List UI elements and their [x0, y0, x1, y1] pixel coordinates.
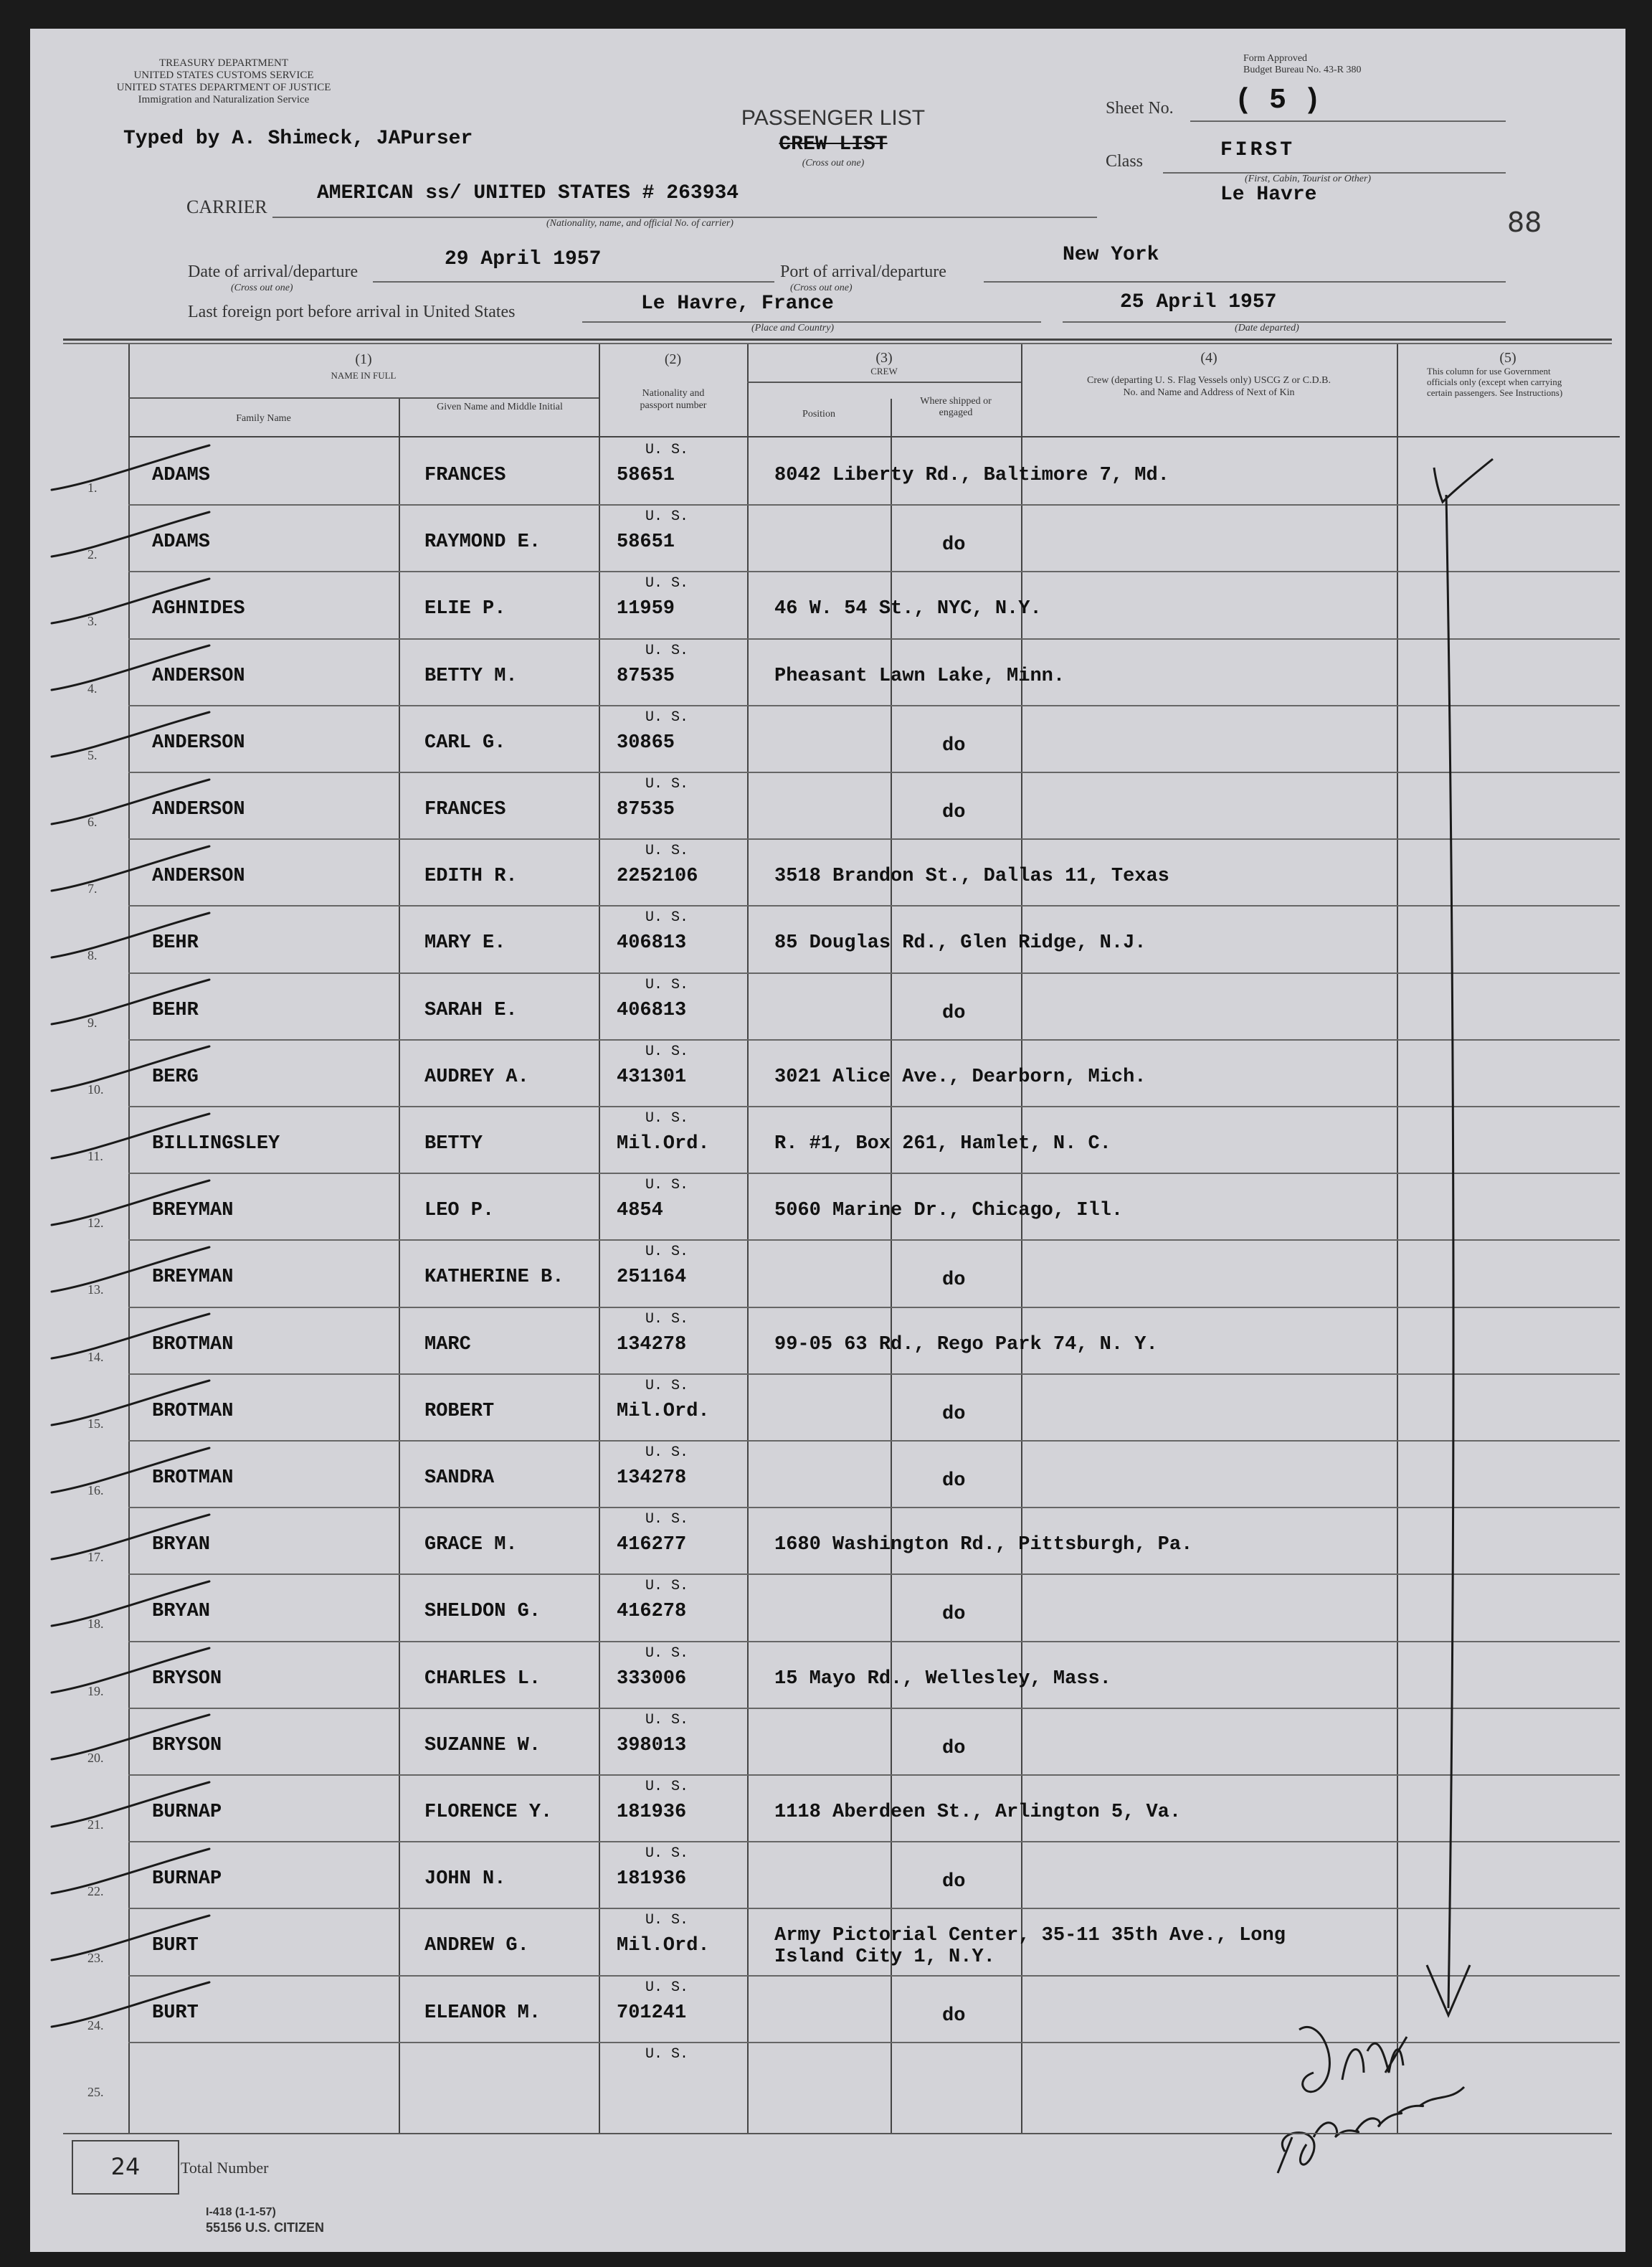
family-name: BEHR [152, 1000, 199, 1021]
given-name: EDITH R. [424, 866, 518, 887]
given-name: CHARLES L. [424, 1668, 541, 1690]
passport-number: 4854 [617, 1200, 663, 1221]
given-name: FRANCES [424, 465, 506, 486]
row-number: 13. [87, 1282, 104, 1297]
address: R. #1, Box 261, Hamlet, N. C. [774, 1133, 1111, 1155]
passport-number: 58651 [617, 465, 675, 486]
check-slash-icon [52, 712, 209, 757]
row-number: 10. [87, 1082, 104, 1097]
family-name: BRYAN [152, 1534, 211, 1556]
check-slash-icon [52, 579, 209, 623]
row-number: 5. [87, 748, 98, 762]
col3-number: (3) [875, 350, 893, 366]
row-number: 14. [87, 1350, 104, 1364]
form-id: I-418 (1-1-57) [206, 2206, 276, 2218]
check-slash-icon [52, 1782, 209, 1827]
row-number: 22. [87, 1884, 104, 1898]
family-name: AGHNIDES [152, 598, 245, 620]
check-slash-icon [52, 645, 209, 690]
total-number-label: Total Number [181, 2159, 269, 2177]
passport-number: 30865 [617, 732, 675, 754]
nationality: U. S. [645, 776, 689, 792]
address-ditto: do [942, 1269, 966, 1291]
position-header: Position [802, 409, 835, 420]
row-number: 15. [87, 1416, 104, 1431]
address-ditto: do [942, 2005, 966, 2027]
carrier-value: AMERICAN ss/ UNITED STATES # 263934 [317, 182, 739, 204]
nationality: U. S. [645, 1645, 689, 1662]
total-number-value: 24 [110, 2153, 141, 2180]
passport-number: 406813 [617, 932, 687, 954]
row-number: 2. [87, 547, 98, 562]
given-name: SHELDON G. [424, 1601, 541, 1622]
down-arrow-line [1446, 495, 1453, 2008]
passport-number: Mil.Ord. [617, 1401, 710, 1422]
date-departed-value: 25 April 1957 [1120, 291, 1277, 313]
passport-number: 2252106 [617, 866, 698, 887]
given-name: ANDREW G. [424, 1935, 529, 1956]
row-number: 4. [87, 681, 98, 696]
last-port-value: Le Havre, France [641, 293, 834, 315]
family-name: BRYSON [152, 1668, 222, 1690]
passport-number: 134278 [617, 1334, 687, 1355]
nationality: U. S. [645, 1845, 689, 1862]
check-slash-icon [52, 846, 209, 891]
nationality: U. S. [645, 709, 689, 726]
row-number: 9. [87, 1016, 98, 1030]
passport-number: 333006 [617, 1668, 687, 1690]
given-name: SUZANNE W. [424, 1735, 541, 1756]
nationality: U. S. [645, 909, 689, 926]
sheet-label: Sheet No. [1106, 99, 1174, 118]
family-name: BERG [152, 1066, 199, 1088]
nationality: U. S. [645, 1979, 689, 1996]
nationality: U. S. [645, 1912, 689, 1928]
family-name: BURT [152, 1935, 199, 1956]
row-number: 21. [87, 1817, 104, 1832]
row-number: 1. [87, 481, 98, 495]
passenger-list-sheet [30, 29, 1625, 2252]
given-name: CARL G. [424, 732, 506, 754]
address-ditto: do [942, 802, 966, 823]
given-name: RAYMOND E. [424, 531, 541, 553]
given-name: SARAH E. [424, 1000, 518, 1021]
nationality: U. S. [645, 1511, 689, 1528]
family-name: BILLINGSLEY [152, 1133, 280, 1155]
crew-header: CREW [870, 366, 898, 377]
col5-number: (5) [1499, 350, 1516, 366]
nationality: U. S. [645, 1043, 689, 1060]
address-ditto: do [942, 1003, 966, 1024]
passport-number: 416277 [617, 1534, 687, 1556]
given-name: BETTY M. [424, 666, 518, 687]
agency-line-1: TREASURY DEPARTMENT [158, 57, 289, 69]
family-name-header: Family Name [236, 413, 291, 424]
address: 1118 Aberdeen St., Arlington 5, Va. [774, 1802, 1182, 1823]
col5-description: This column for use Government officials only (except when carrying certain passengers. See Instructions) [1427, 366, 1563, 398]
address-ditto: do [942, 534, 966, 556]
agency-line-3: UNITED STATES DEPARTMENT OF JUSTICE [116, 82, 331, 93]
address-ditto: do [942, 1871, 966, 1893]
passport-number: Mil.Ord. [617, 1935, 710, 1956]
list-title: PASSENGER LIST [741, 106, 926, 130]
row-number: 17. [87, 1550, 104, 1564]
class-value: FIRST [1220, 139, 1296, 161]
sheet-number: ( 5 ) [1235, 85, 1321, 117]
arrival-cross-note: (Cross out one) [231, 283, 293, 293]
address-ditto: do [942, 1470, 966, 1492]
nationality: U. S. [645, 1311, 689, 1327]
passport-number: 11959 [617, 598, 675, 620]
passport-number: 701241 [617, 2002, 687, 2024]
family-name: BROTMAN [152, 1467, 234, 1489]
form-approved-line-2: Budget Bureau No. 43-R 380 [1243, 65, 1362, 75]
check-slash-icon [52, 1114, 209, 1158]
row-number: 20. [87, 1751, 104, 1765]
nationality: U. S. [645, 508, 689, 525]
nationality: U. S. [645, 2046, 689, 2063]
check-slash-icon [52, 780, 209, 824]
col2-number: (2) [664, 351, 682, 367]
address: 99-05 63 Rd., Rego Park 74, N. Y. [774, 1334, 1158, 1355]
carrier-note: (Nationality, name, and official No. of carrier) [546, 218, 734, 229]
passport-number: 398013 [617, 1735, 687, 1756]
check-slash-icon [52, 1314, 209, 1358]
passport-number: 87535 [617, 799, 675, 820]
check-slash-icon [52, 1916, 209, 1960]
address-ditto: do [942, 1404, 966, 1425]
family-name: BURT [152, 2002, 199, 2024]
col4-number: (4) [1200, 350, 1217, 366]
check-slash-icon [52, 1648, 209, 1693]
passport-number: 431301 [617, 1066, 687, 1088]
family-name: ANDERSON [152, 732, 245, 754]
signature-full [1278, 2087, 1464, 2173]
address: 8042 Liberty Rd., Baltimore 7, Md. [774, 465, 1169, 486]
address: 15 Mayo Rd., Wellesley, Mass. [774, 1668, 1111, 1690]
nationality: U. S. [645, 575, 689, 592]
family-name: ANDERSON [152, 799, 245, 820]
nationality: U. S. [645, 643, 689, 659]
given-name: JOHN N. [424, 1868, 506, 1890]
check-slash-icon [52, 913, 209, 957]
row-number: 8. [87, 948, 98, 962]
nationality: U. S. [645, 1378, 689, 1394]
address-ditto: do [942, 1738, 966, 1759]
nationality: U. S. [645, 1110, 689, 1127]
family-name: ANDERSON [152, 666, 245, 687]
typed-by: Typed by A. Shimeck, JAPurser [123, 128, 473, 150]
address: 3518 Brandon St., Dallas 11, Texas [774, 866, 1169, 887]
nationality-header: Nationality and passport number [640, 388, 707, 411]
form-footer: 55156 U.S. CITIZEN [206, 2220, 325, 2235]
row-number: 25. [87, 2085, 104, 2099]
agency-line-4: Immigration and Naturalization Service [138, 94, 310, 105]
family-name: ADAMS [152, 465, 211, 486]
family-name: ANDERSON [152, 866, 245, 887]
passport-number: 416278 [617, 1601, 687, 1622]
given-name: MARY E. [424, 932, 506, 954]
col1-title: NAME IN FULL [331, 370, 397, 381]
row-number: 11. [87, 1149, 103, 1163]
row-number: 16. [87, 1483, 104, 1497]
family-name: BRYSON [152, 1735, 222, 1756]
given-name: AUDREY A. [424, 1066, 529, 1088]
given-name: SANDRA [424, 1467, 495, 1489]
nationality: U. S. [645, 1712, 689, 1728]
given-name: FRANCES [424, 799, 506, 820]
given-name: FLORENCE Y. [424, 1802, 553, 1823]
family-name: BURNAP [152, 1802, 222, 1823]
check-slash-icon [52, 1982, 209, 2027]
given-name: ELIE P. [424, 598, 506, 620]
passport-number: 251164 [617, 1267, 687, 1288]
passport-number: 134278 [617, 1467, 687, 1489]
passport-number: 181936 [617, 1802, 687, 1823]
address: Pheasant Lawn Lake, Minn. [774, 666, 1065, 687]
cross-out-note: (Cross out one) [802, 158, 865, 169]
check-slash-icon [52, 445, 209, 490]
check-slash-icon [52, 512, 209, 557]
address: 3021 Alice Ave., Dearborn, Mich. [774, 1066, 1147, 1088]
total-number-box [72, 2140, 179, 2195]
port-value: New York [1063, 244, 1159, 266]
passport-number: 406813 [617, 1000, 687, 1021]
annotation-marks [30, 29, 1625, 2252]
given-name: ELEANOR M. [424, 2002, 541, 2024]
form-approved-line-1: Form Approved [1243, 53, 1308, 64]
nationality: U. S. [645, 1244, 689, 1260]
carrier-label: CARRIER [186, 197, 267, 217]
last-port-label: Last foreign port before arrival in United States [188, 303, 516, 321]
class-note: (First, Cabin, Tourist or Other) [1245, 174, 1372, 184]
address-ditto: do [942, 735, 966, 757]
family-name: BREYMAN [152, 1267, 234, 1288]
signature-initials [1299, 2027, 1407, 2091]
nationality: U. S. [645, 977, 689, 993]
check-slash-icon [52, 1581, 209, 1626]
nationality: U. S. [645, 1177, 689, 1193]
row-number: 23. [87, 1951, 104, 1965]
address-ditto: do [942, 1604, 966, 1625]
check-slash-icon [52, 1046, 209, 1091]
family-name: BEHR [152, 932, 199, 954]
arrival-label: Date of arrival/departure [188, 262, 359, 281]
row-number: 6. [87, 815, 98, 829]
given-name: LEO P. [424, 1200, 495, 1221]
passport-number: 58651 [617, 531, 675, 553]
address: Army Pictorial Center, 35-11 35th Ave., Long Island City 1, N.Y. [774, 1925, 1286, 1968]
check-slash-icon [52, 1448, 209, 1492]
le-havre-right: Le Havre [1220, 184, 1317, 206]
crew-description-header: Crew (departing U. S. Flag Vessels only) USCG Z or C.D.B. No. and Name and Address of Next of Kin [1086, 375, 1331, 398]
address: 1680 Washington Rd., Pittsburgh, Pa. [774, 1534, 1193, 1556]
check-slash-icon [52, 1381, 209, 1425]
family-name: ADAMS [152, 531, 211, 553]
row-number: 24. [87, 2018, 104, 2032]
family-name: BURNAP [152, 1868, 222, 1890]
nationality: U. S. [645, 1578, 689, 1594]
nationality: U. S. [645, 1779, 689, 1795]
passport-number: 181936 [617, 1868, 687, 1890]
place-country-note: (Place and Country) [751, 323, 835, 333]
col1-number: (1) [355, 351, 372, 367]
row-number: 18. [87, 1617, 104, 1631]
check-slash-icon [52, 1515, 209, 1559]
given-name: BETTY [424, 1133, 483, 1155]
arrival-value: 29 April 1957 [445, 248, 602, 270]
family-name: BROTMAN [152, 1401, 234, 1422]
agency-line-2: UNITED STATES CUSTOMS SERVICE [133, 70, 314, 81]
address: 46 W. 54 St., NYC, N.Y. [774, 598, 1042, 620]
nationality: U. S. [645, 843, 689, 859]
passport-number: Mil.Ord. [617, 1133, 710, 1155]
check-slash-icon [52, 980, 209, 1024]
row-number: 19. [87, 1684, 104, 1698]
shipped-header: Where shipped or engaged [920, 396, 992, 418]
given-name: MARC [424, 1334, 471, 1355]
port-cross-note: (Cross out one) [790, 283, 853, 293]
check-slash-icon [52, 1715, 209, 1759]
address: 85 Douglas Rd., Glen Ridge, N.J. [774, 932, 1147, 954]
nationality: U. S. [645, 442, 689, 458]
family-name: BRYAN [152, 1601, 211, 1622]
check-slash-icon [52, 1180, 209, 1225]
passport-number: 87535 [617, 666, 675, 687]
nationality: U. S. [645, 1444, 689, 1461]
given-name: GRACE M. [424, 1534, 518, 1556]
given-name: ROBERT [424, 1401, 495, 1422]
row-number: 3. [87, 614, 98, 628]
row-number: 12. [87, 1216, 104, 1230]
check-slash-icon [52, 1849, 209, 1893]
page-number: 88 [1507, 207, 1542, 238]
row-number: 7. [87, 881, 98, 896]
port-label: Port of arrival/departure [780, 262, 946, 281]
given-name-header: Given Name and Middle Initial [437, 402, 563, 412]
check-slash-icon [52, 1247, 209, 1292]
date-departed-label: (Date departed) [1235, 323, 1299, 333]
address: 5060 Marine Dr., Chicago, Ill. [774, 1200, 1124, 1221]
crew-list-crossed: CREW LIST [779, 133, 888, 156]
check-mark-icon [1434, 459, 1493, 502]
family-name: BREYMAN [152, 1200, 234, 1221]
class-label: Class [1106, 152, 1144, 171]
family-name: BROTMAN [152, 1334, 234, 1355]
given-name: KATHERINE B. [424, 1267, 564, 1288]
